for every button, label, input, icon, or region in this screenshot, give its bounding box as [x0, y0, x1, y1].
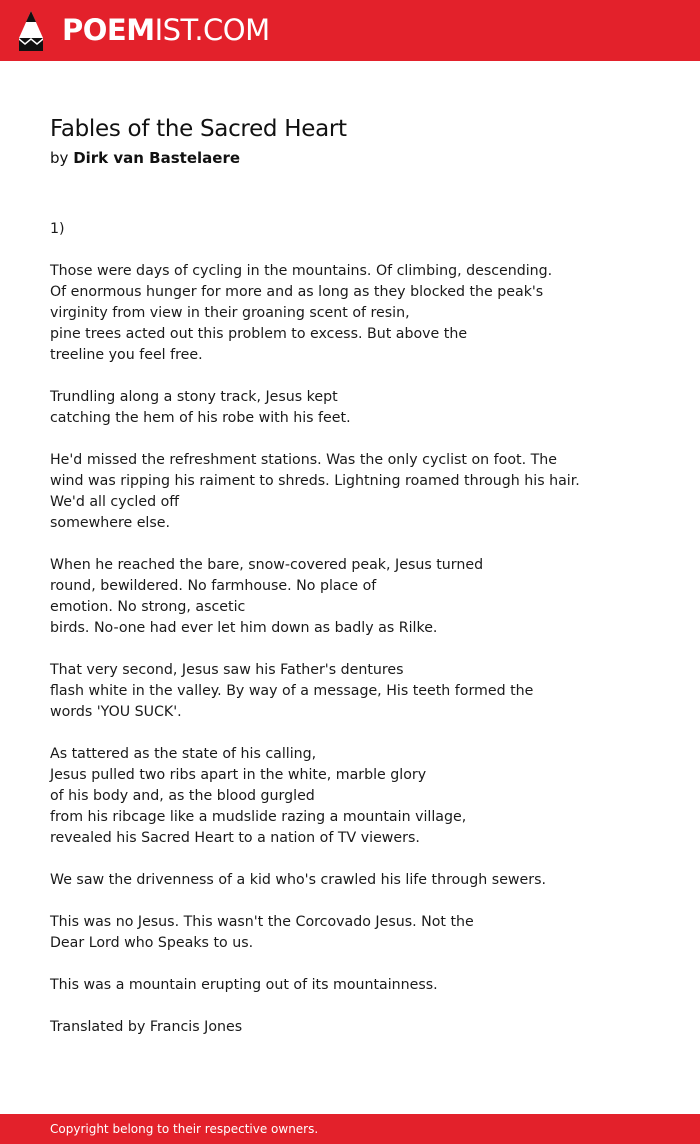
poem-line: words 'YOU SUCK'.: [50, 704, 182, 720]
poem-line: As tattered as the state of his calling,: [50, 746, 317, 762]
poem-line: When he reached the bare, snow-covered peak, Jesus turned: [50, 557, 484, 573]
author-name[interactable]: Dirk van Bastelaere: [73, 149, 241, 167]
poem-line: This was a mountain erupting out of its mountainness.: [50, 977, 438, 993]
poem-stanza: [50, 975, 670, 996]
poem-line: revealed his Sacred Heart to a nation of TV viewers.: [50, 830, 420, 846]
poem-line: flash white in the valley. By way of a message, His teeth formed the: [50, 683, 534, 699]
poem-stanza: [50, 1017, 670, 1038]
poem-stanza: [50, 744, 670, 849]
poem-stanza: [50, 555, 670, 639]
by-label: by: [50, 149, 69, 167]
site-header: [0, 0, 700, 61]
poem-line: He'd missed the refreshment stations. Was the only cyclist on foot. The: [50, 452, 558, 468]
poem-stanza: [50, 387, 670, 429]
poem-line: Of enormous hunger for more and as long as they blocked the peak's: [50, 284, 544, 300]
poem-line: That very second, Jesus saw his Father's dentures: [50, 662, 404, 678]
poem-line: Jesus pulled two ribs apart in the white, marble glory: [50, 767, 427, 783]
poem-line: from his ribcage like a mudslide razing a mountain village,: [50, 809, 467, 825]
poem-title: Fables of the Sacred Heart: [50, 116, 347, 142]
poem-stanza: [50, 870, 670, 891]
byline: [50, 149, 240, 167]
pencil-tip-icon[interactable]: [18, 10, 44, 52]
site-footer: [0, 1114, 700, 1144]
poem-stanza: [50, 660, 670, 723]
poem-line: We'd all cycled off: [50, 494, 180, 510]
poem-stanza: [50, 219, 670, 240]
site-logo[interactable]: [62, 10, 270, 50]
poem-line: wind was ripping his raiment to shreds. Lightning roamed through his hair.: [50, 473, 580, 489]
poem-line: Dear Lord who Speaks to us.: [50, 935, 254, 951]
poem-line: of his body and, as the blood gurgled: [50, 788, 315, 804]
poem-line: birds. No-one had ever let him down as badly as Rilke.: [50, 620, 438, 636]
poem-line: This was no Jesus. This wasn't the Corcovado Jesus. Not the: [50, 914, 474, 930]
poem-line: Translated by Francis Jones: [50, 1019, 243, 1035]
copyright-notice: Copyright belong to their respective owners.: [50, 1122, 319, 1136]
poem-line: emotion. No strong, ascetic: [50, 599, 246, 615]
poem-line: somewhere else.: [50, 515, 171, 531]
poem-line: treeline you feel free.: [50, 347, 203, 363]
logo-text-bold: POEM: [62, 13, 155, 47]
poem-line: virginity from view in their groaning scent of resin,: [50, 305, 410, 321]
poem-line: round, bewildered. No farmhouse. No place of: [50, 578, 377, 594]
poem-line: pine trees acted out this problem to excess. But above the: [50, 326, 468, 342]
poem-stanza: [50, 261, 670, 366]
poem-line: We saw the drivenness of a kid who's crawled his life through sewers.: [50, 872, 546, 888]
poem-line: Those were days of cycling in the mountains. Of climbing, descending.: [50, 263, 553, 279]
poem-stanza: [50, 450, 670, 534]
poem-line: 1): [50, 221, 65, 237]
poem-stanza: [50, 912, 670, 954]
poem-body: [50, 219, 670, 1059]
poem-line: Trundling along a stony track, Jesus kept: [50, 389, 338, 405]
logo-text-light: IST.COM: [154, 13, 270, 47]
poem-line: catching the hem of his robe with his feet.: [50, 410, 351, 426]
